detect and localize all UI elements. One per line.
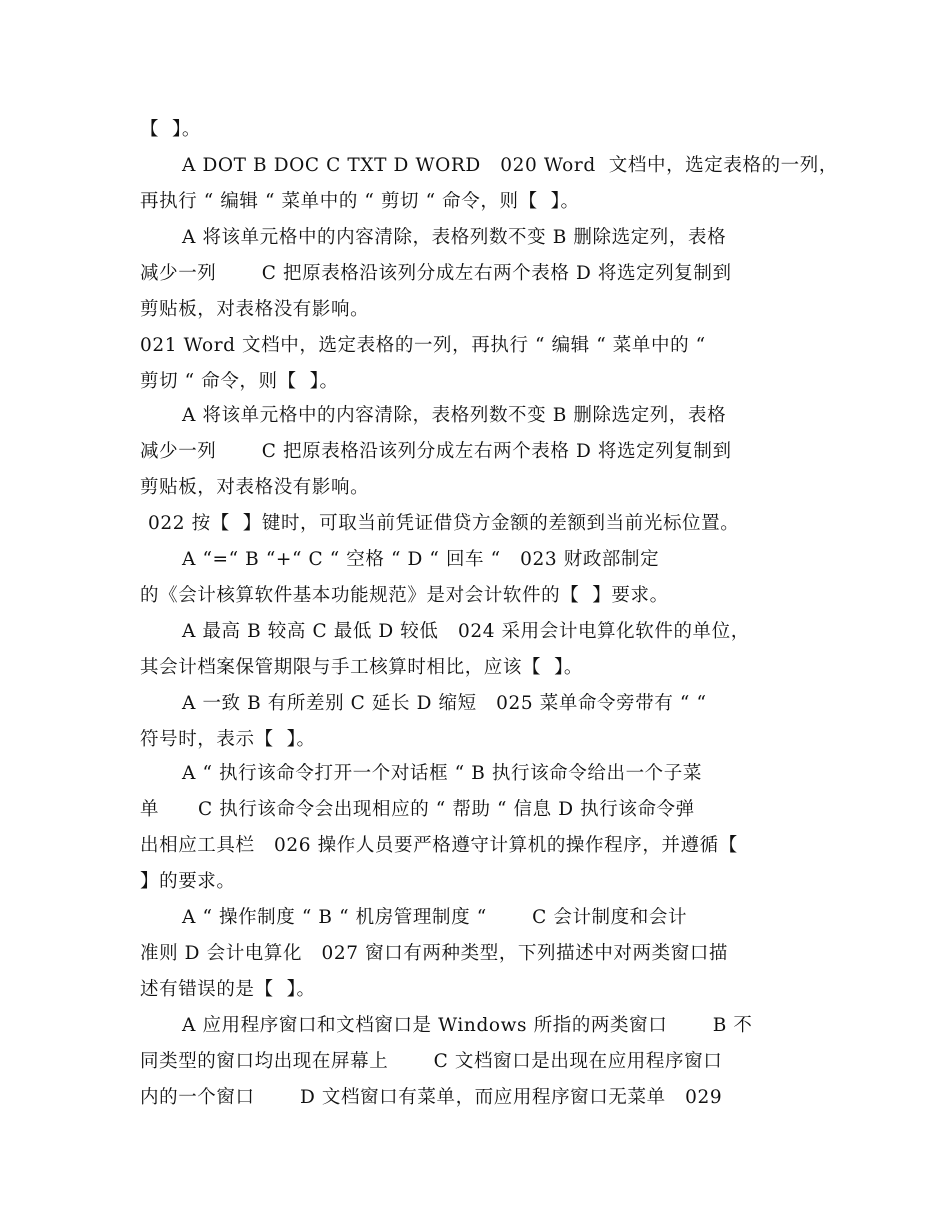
- text-line: A 将该单元格中的内容清除，表格列数不变 B 删除选定列，表格: [182, 227, 727, 248]
- text-line: 再执行 “ 编辑 “ 菜单中的 “ 剪切 “ 命令，则【 】。: [140, 191, 580, 212]
- text-line: 同类型的窗口均出现在屏幕上 C 文档窗口是出现在应用程序窗口: [140, 1051, 723, 1072]
- text-line: A 应用程序窗口和文档窗口是 Windows 所指的两类窗口 B 不: [182, 1015, 753, 1036]
- text-line: 述有错误的是【 】。: [140, 979, 316, 1000]
- text-line: 【 】。: [140, 119, 202, 140]
- text-line: 内的一个窗口 D 文档窗口有菜单，而应用程序窗口无菜单 029: [140, 1087, 723, 1108]
- text-line: 021 Word 文档中，选定表格的一列，再执行 “ 编辑 “ 菜单中的 “: [140, 335, 706, 356]
- text-line: 符号时，表示【 】。: [140, 729, 316, 750]
- text-line: A 最高 B 较高 C 最低 D 较低 024 采用会计电算化软件的单位，: [182, 621, 750, 642]
- text-line: 准则 D 会计电算化 027 窗口有两种类型，下列描述中对两类窗口描: [140, 943, 729, 964]
- text-line: 剪切 “ 命令，则【 】。: [140, 371, 339, 392]
- text-line: 出相应工具栏 026 操作人员要严格遵守计算机的操作程序，并遵循【: [140, 835, 738, 856]
- text-line: 剪贴板，对表格没有影响。: [140, 477, 370, 498]
- text-line: A “=“ B “+“ C “ 空格 “ D “ 回车 “ 023 财政部制定: [182, 549, 660, 570]
- text-line: 剪贴板，对表格没有影响。: [140, 299, 370, 320]
- text-line: 的《会计核算软件基本功能规范》是对会计软件的【 】要求。: [140, 585, 669, 606]
- text-line: A 一致 B 有所差别 C 延长 D 缩短 025 菜单命令旁带有 “ “: [182, 693, 707, 714]
- text-line: 其会计档案保管期限与手工核算时相比，应该【 】。: [140, 657, 584, 678]
- text-line: A “ 执行该命令打开一个对话框 “ B 执行该命令给出一个子菜: [182, 763, 702, 784]
- text-line: 022 按【 】键时，可取当前凭证借贷方金额的差额到当前光标位置。: [148, 513, 740, 534]
- text-line: 】的要求。: [140, 871, 236, 892]
- text-line: 减少一列 C 把原表格沿该列分成左右两个表格 D 将选定列复制到: [140, 441, 732, 462]
- text-line: A “ 操作制度 “ B “ 机房管理制度 “ C 会计制度和会计: [182, 907, 688, 928]
- text-line: A 将该单元格中的内容清除，表格列数不变 B 删除选定列，表格: [182, 405, 727, 426]
- text-line: A DOT B DOC C TXT D WORD 020 Word 文档中，选定表格的一列，: [182, 155, 838, 176]
- text-line: 单 C 执行该命令会出现相应的 “ 帮助 “ 信息 D 执行该命令弹: [140, 799, 695, 820]
- text-line: 减少一列 C 把原表格沿该列分成左右两个表格 D 将选定列复制到: [140, 263, 732, 284]
